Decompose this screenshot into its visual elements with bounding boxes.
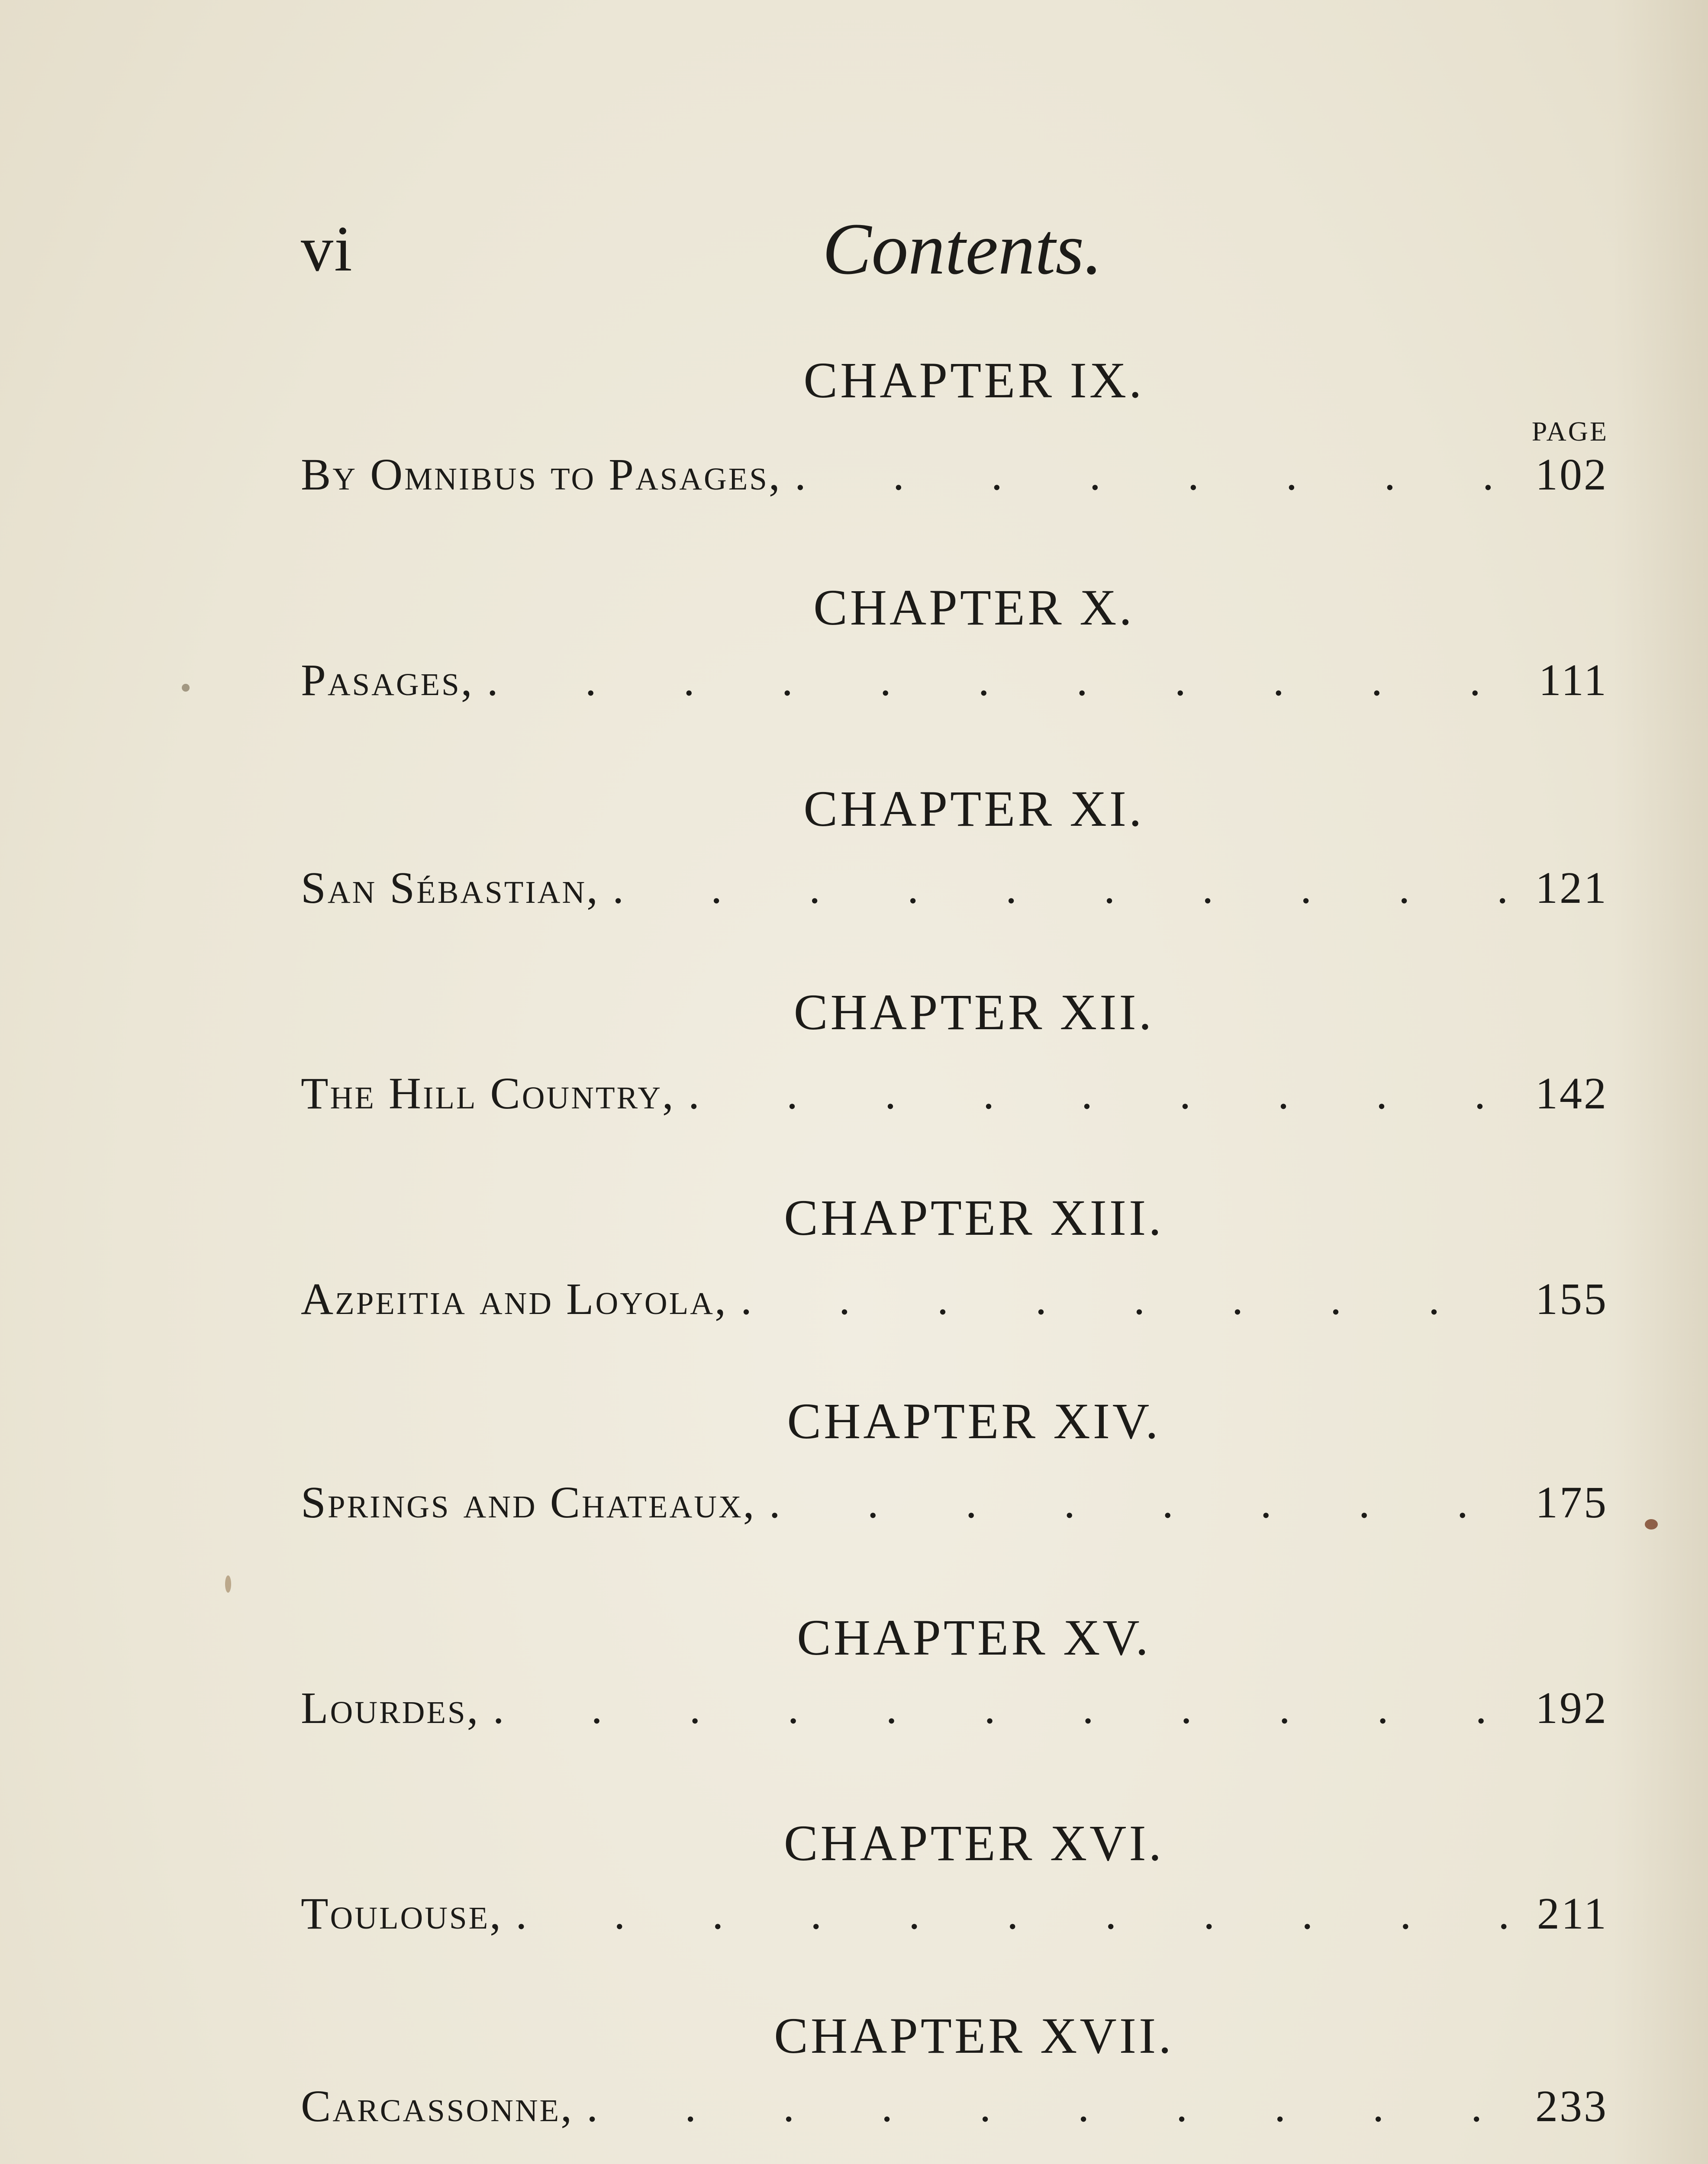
toc-entry-page: 175 [1535, 1478, 1608, 1527]
chapter-heading: CHAPTER XII. [793, 984, 1154, 1040]
paper-speck [225, 1575, 231, 1593]
page-column-label: PAGE [1531, 416, 1608, 447]
toc-entry-title: Carcassonne, [301, 2081, 574, 2131]
dot-leader [516, 1891, 1520, 1936]
chapter-heading: CHAPTER XVI. [783, 1815, 1164, 1871]
toc-entry-title: By Omnibus to Pasages, [301, 450, 782, 499]
page-folio: vi [301, 213, 353, 285]
chapter-heading: CHAPTER X. [813, 579, 1134, 636]
chapter-heading: CHAPTER XVII. [774, 2007, 1174, 2064]
chapter-heading: CHAPTER IX. [803, 352, 1144, 409]
toc-entry-page: 142 [1535, 1069, 1608, 1118]
toc-entry-title: Lourdes, [301, 1683, 480, 1733]
toc-entry-title: Pasages, [301, 655, 474, 705]
toc-entry [301, 1071, 1608, 1127]
toc-entry-title: San Sébastian, [301, 863, 600, 913]
paper-speck [182, 684, 190, 692]
dot-leader [487, 658, 1521, 703]
paper-speck [1645, 1519, 1658, 1530]
toc-entry [301, 1683, 1608, 1742]
dot-leader [769, 1480, 1518, 1525]
chapter-heading: CHAPTER XIV. [787, 1393, 1161, 1449]
toc-entry [301, 1480, 1608, 1536]
toc-entry-title: Toulouse, [301, 1889, 503, 1939]
dot-leader [612, 866, 1518, 911]
toc-entry-page: 111 [1538, 655, 1608, 705]
toc-entry-title: Azpeitia and Loyola, [301, 1274, 728, 1324]
toc-entry [301, 1274, 1608, 1333]
running-head: Contents. [822, 208, 1102, 290]
dot-leader [795, 452, 1518, 497]
toc-entry-page: 192 [1535, 1683, 1608, 1733]
chapter-heading: CHAPTER XI. [803, 780, 1144, 837]
dot-leader [741, 1277, 1518, 1322]
toc-entry-page: 102 [1535, 450, 1608, 499]
dot-leader [587, 2084, 1518, 2129]
toc-entry-title: Springs and Chateaux, [301, 1478, 756, 1527]
toc-entry [301, 452, 1608, 509]
toc-entry-page: 211 [1537, 1889, 1608, 1939]
toc-entry [301, 863, 1608, 922]
dot-leader [688, 1071, 1518, 1116]
toc-entry-page: 155 [1535, 1274, 1608, 1324]
chapter-heading: CHAPTER XV. [797, 1609, 1151, 1666]
toc-entry [301, 1891, 1608, 1948]
toc-entry-page: 121 [1535, 863, 1608, 913]
toc-entry-title: The Hill Country, [301, 1069, 675, 1118]
toc-entry-page: 233 [1535, 2081, 1608, 2131]
chapter-heading: CHAPTER XIII. [784, 1189, 1164, 1246]
toc-entry [301, 655, 1608, 714]
page-edge-shadow [1613, 0, 1708, 2164]
toc-entry [301, 2081, 1608, 2140]
dot-leader [493, 1686, 1518, 1731]
